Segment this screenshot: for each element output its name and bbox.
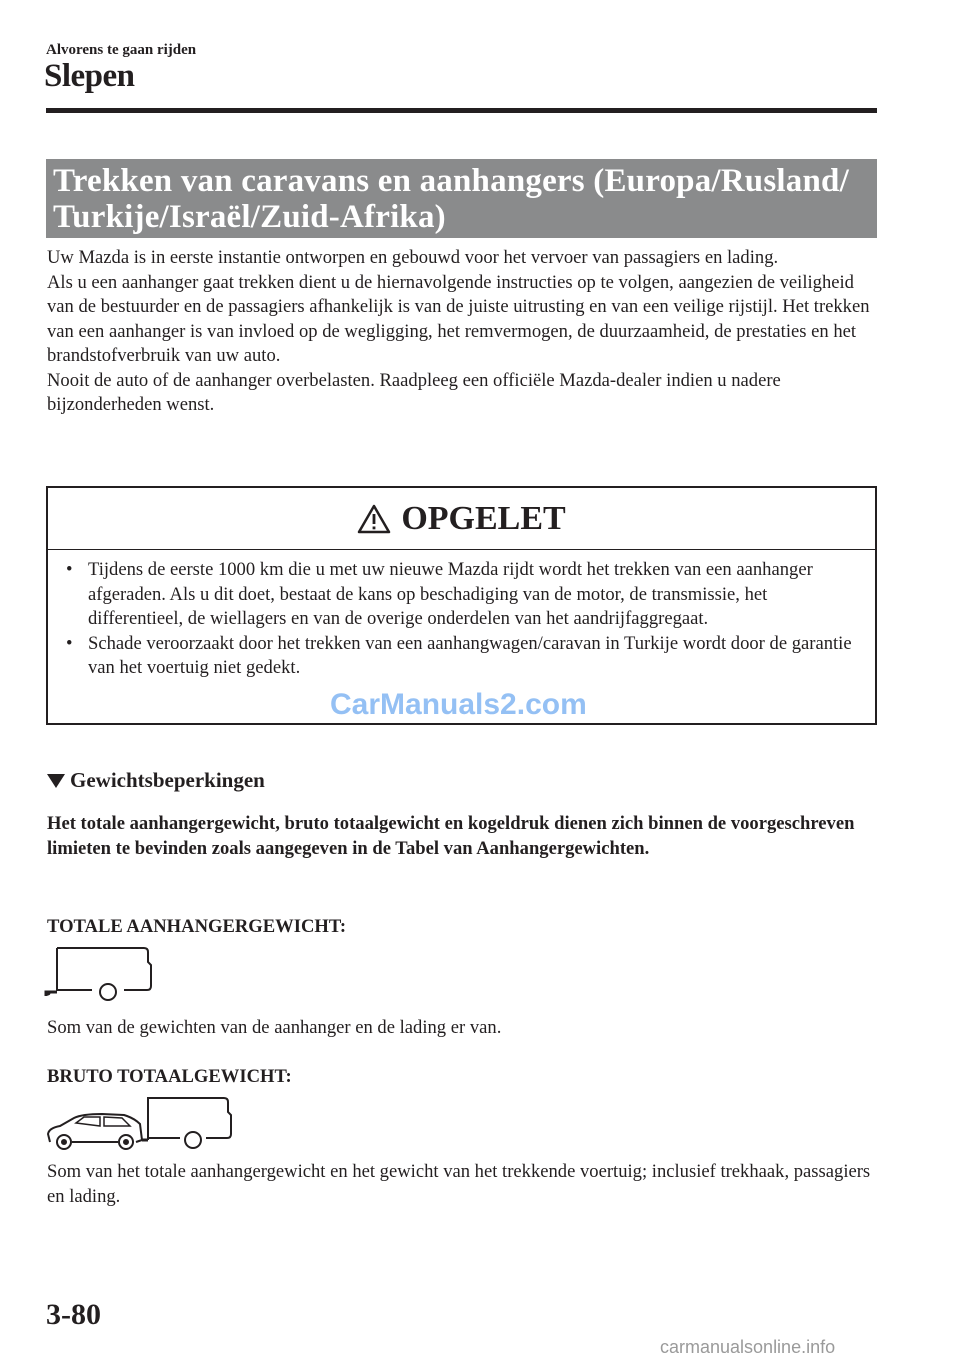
bullet-dot: • (66, 559, 73, 580)
trailer-icon (148, 1098, 231, 1148)
caution-item (60, 558, 865, 632)
subsection-heading (46, 768, 265, 793)
chapter-title: Alvorens te gaan rijden (46, 42, 197, 58)
car-icon (48, 1114, 148, 1149)
bullet-dot: • (66, 632, 73, 654)
warning-triangle-icon (357, 504, 391, 534)
car-with-trailer-icon (44, 1096, 239, 1154)
header-rule (46, 108, 877, 113)
trailer-icon (44, 946, 156, 1004)
weights-intro: Het totale aanhangergewicht, bruto totaalgewicht en kogeldruk dienen zich binnen de voorgeschreven limieten te bevinden zoals aangegeven in de Tabel van Aanhangergewichten. (47, 813, 855, 859)
gross-weight-description: Som van het totale aanhangergewicht en het gewicht van het trekkende voertuig; inclusief trekhaak, passagiers en lading. (47, 1161, 871, 1207)
gross-weight-label: BRUTO TOTAALGEWICHT: (47, 1066, 292, 1087)
intro-text (47, 246, 877, 418)
trailer-weight-label: TOTALE AANHANGERGEWICHT: (47, 916, 347, 937)
topic-title-banner (46, 159, 877, 238)
triangle-down-icon (46, 773, 66, 789)
section-title: Slepen (44, 58, 135, 94)
footer-source: carmanualsonline.info (660, 1337, 836, 1357)
caution-heading: OPGELET (401, 499, 566, 537)
subsection-heading-text: Gewichtsbeperkingen (70, 768, 265, 792)
page-number: 3-80 (46, 1298, 101, 1331)
intro-paragraph: Nooit de auto of de aanhanger overbelasten. Raadpleeg een officiële Mazda-dealer indien u nadere bijzonderheden wenst. (47, 369, 781, 415)
trailer-weight-description: Som van de gewichten van de aanhanger en de lading er van. (47, 1017, 502, 1038)
topic-title-line-2: Turkije/Israël/Zuid-Afrika) (53, 199, 446, 235)
caution-item-text: Schade veroorzaakt door het trekken van een aanhangwagen/caravan in Turkije wordt door de garantie van het voertuig niet gedekt. (88, 632, 852, 678)
watermark: CarManuals2.com (330, 688, 587, 721)
caution-item-text: Tijdens de eerste 1000 km die u met uw nieuwe Mazda rijdt wordt het trekken van een aanhanger afgeraden. Als u dit doet, bestaat de kans op beschadiging van de motor, de transmissie, het differentieel, de wiellagers en van de overige onderdelen van het aandrijfaggregaat. (88, 559, 813, 629)
intro-paragraph: Als u een aanhanger gaat trekken dient u de hiernavolgende instructies op te volgen, aangezien de veiligheid van de bestuurder en de passagiers afhankelijk is van de juiste uitrusting en van een veilige rijstijl. Het trekken van een aanhanger is van invloed op de wegligging, het remvermogen, de duurzaamheid, de prestaties en het brandstofverbruik van uw auto. (47, 271, 870, 366)
caution-header (48, 488, 875, 550)
caution-item (60, 632, 865, 681)
topic-title-line-1: Trekken van caravans en aanhangers (Europa/Rusland/ (53, 163, 849, 199)
intro-paragraph: Uw Mazda is in eerste instantie ontworpen en gebouwd voor het vervoer van passagiers en lading. (47, 247, 779, 268)
caution-list (48, 550, 875, 681)
